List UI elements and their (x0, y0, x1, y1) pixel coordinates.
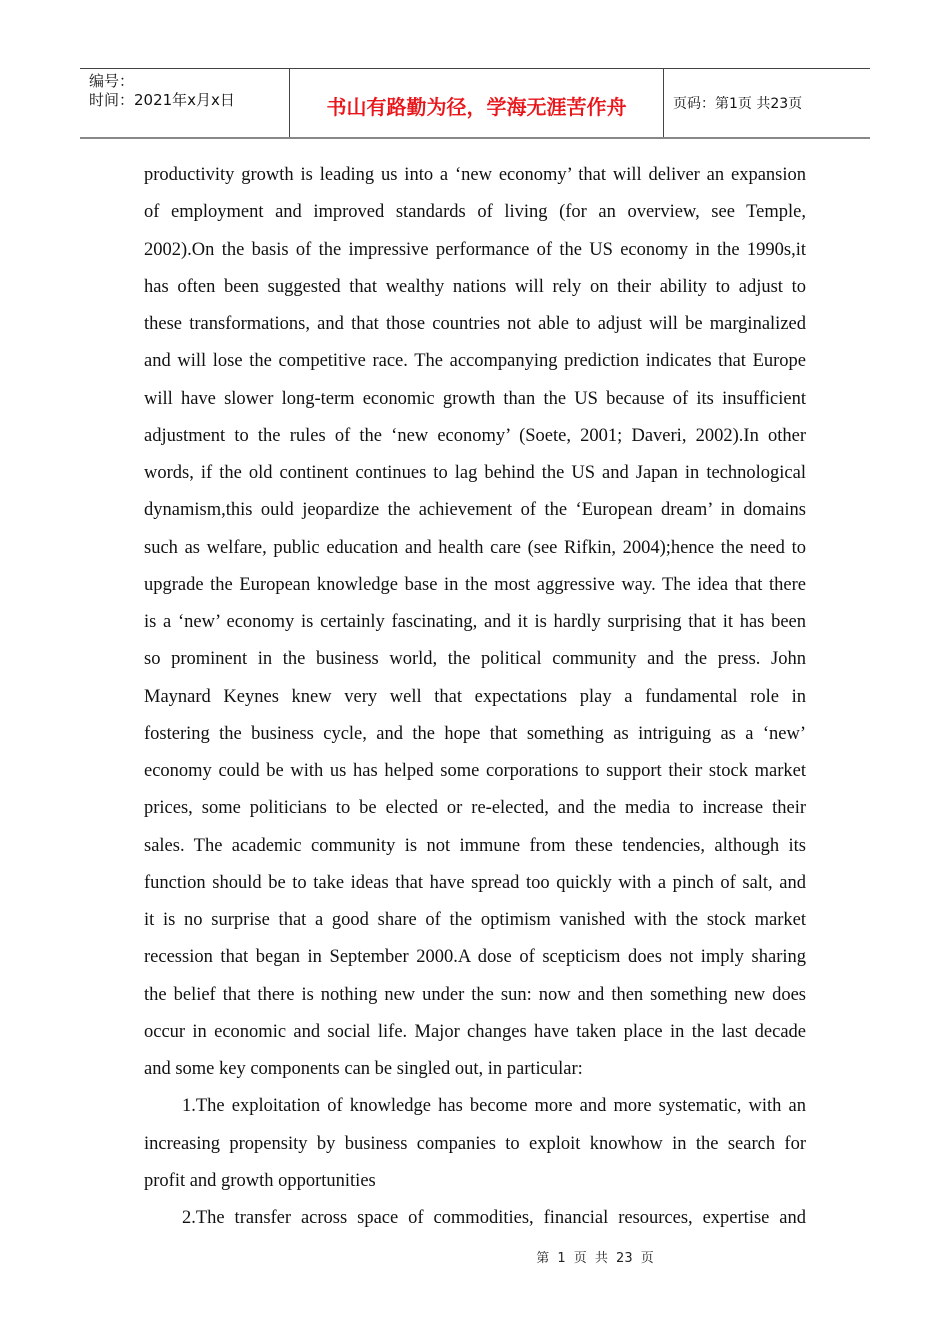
text-line: so prominent in the business world, the political community and the press. John (144, 649, 806, 670)
header-meta (80, 69, 290, 137)
text-line: these transformations, and that those countries not able to adjust will be marginalized (144, 314, 806, 334)
text-line: function should be to take ideas that have spread too quickly with a pinch of salt, and (144, 872, 806, 893)
body-text (144, 157, 806, 1237)
text-line: dynamism,this ould jeopardize the achievement of the ‘European dream’ in domains (144, 500, 806, 521)
text-line: of employment and improved standards of living (for an overview, see Temple, (144, 202, 806, 223)
page-footer: 第 1 页 共 23 页 (536, 1251, 654, 1266)
header-page-info: 页码：第1页 共23页 (673, 96, 803, 112)
text-line: and will lose the competitive race. The accompanying prediction indicates that Europe (144, 351, 806, 372)
text-line: words, if the old continent continues to lag behind the US and Japan in technological (144, 463, 806, 483)
number-label: 编号： (89, 72, 135, 90)
header-motto: 书山有路勤为径，学海无涯苦作舟 (290, 69, 664, 137)
text-line: sales. The academic community is not immune from these tendencies, although its (144, 835, 806, 856)
text-line: the belief that there is nothing new under the sun: now and then something new does (144, 984, 806, 1005)
text-line: fostering the business cycle, and the hope that something as intriguing as a ‘new’ (144, 723, 806, 744)
text-line: adjustment to the rules of the ‘new economy’ (Soete, 2001; Daveri, 2002).In other (144, 425, 806, 446)
text-line: productivity growth is leading us into a ‘new economy’ that will deliver an expansion (144, 165, 806, 185)
text-line: 2.The transfer across space of commodities, financial resources, expertise and (182, 1208, 806, 1228)
text-line: profit and growth opportunities (144, 1170, 376, 1191)
text-line: it is no surprise that a good share of the optimism vanished with the stock market (144, 910, 806, 930)
text-line: occur in economic and social life. Major changes have taken place in the last decade (144, 1021, 806, 1042)
text-line: prices, some politicians to be elected or re-elected, and the media to increase their (144, 798, 806, 819)
text-line: will have slower long-term economic growth than the US because of its insufficient (144, 388, 806, 409)
time-label: 时间：2021年x月x日 (89, 91, 235, 109)
text-line: upgrade the European knowledge base in the most aggressive way. The idea that there (144, 574, 806, 595)
text-line: Maynard Keynes knew very well that expectations play a fundamental role in (144, 686, 806, 707)
text-line: and some key components can be singled out, in particular: (144, 1059, 583, 1079)
text-line: recession that began in September 2000.A dose of scepticism does not imply sharing (144, 947, 806, 968)
text-line: is a ‘new’ economy is certainly fascinating, and it is hardly surprising that it has been (144, 612, 806, 632)
text-line: increasing propensity by business companies to exploit knowhow in the search for (144, 1133, 806, 1154)
text-line: 1.The exploitation of knowledge has become more and more systematic, with an (182, 1096, 806, 1117)
text-line: 2002).On the basis of the impressive performance of the US economy in the 1990s,it (144, 239, 806, 260)
text-line: has often been suggested that wealthy nations will rely on their ability to adjust to (144, 276, 806, 297)
text-line: economy could be with us has helped some corporations to support their stock market (144, 761, 806, 781)
text-line: such as welfare, public education and health care (see Rifkin, 2004);hence the need to (144, 537, 806, 558)
page-header (80, 68, 870, 139)
